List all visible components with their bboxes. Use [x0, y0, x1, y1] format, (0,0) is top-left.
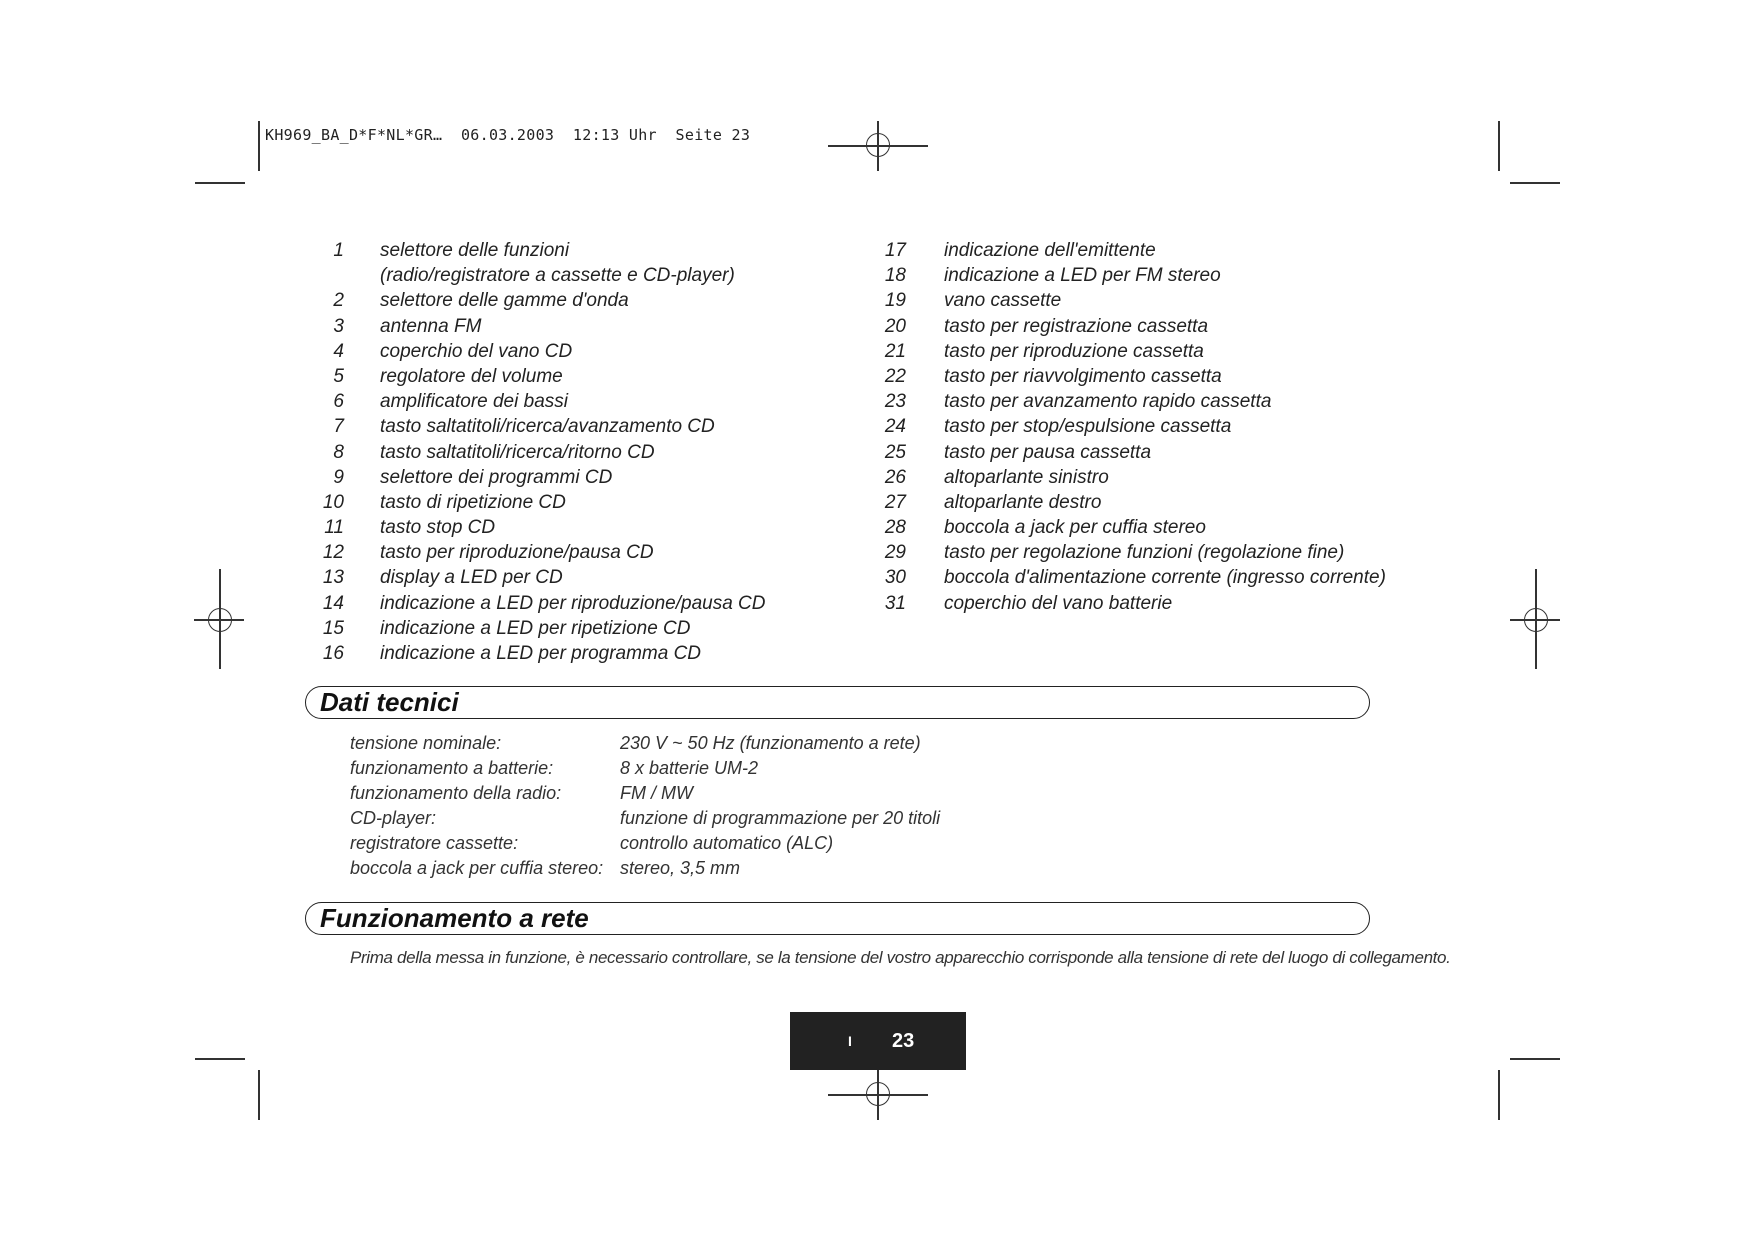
tech-data-label: CD-player:	[350, 808, 437, 828]
part-description: tasto di ripetizione CD	[380, 491, 566, 513]
crop-mark-bottom-left-h	[195, 1058, 245, 1060]
registration-mark-top-circle	[866, 133, 890, 157]
parts-list-item	[300, 440, 820, 465]
parts-list-item	[862, 515, 1422, 540]
part-description: amplificatore dei bassi	[380, 391, 568, 413]
crop-mark-bottom-right-h	[1510, 1058, 1560, 1060]
part-number: 5	[333, 365, 344, 387]
part-number: 1	[333, 240, 344, 261]
parts-list-item	[300, 263, 820, 288]
parts-list-item	[862, 263, 1422, 288]
parts-list-item	[862, 314, 1422, 339]
part-number: 8	[333, 441, 344, 463]
part-description: tasto per riavvolgimento cassetta	[944, 365, 1222, 387]
tech-data-value: 230 V ~ 50 Hz (funzionamento a rete)	[620, 733, 921, 753]
part-number: 9	[333, 466, 344, 488]
part-number: 10	[322, 491, 344, 513]
page-number: 23	[892, 1030, 915, 1052]
part-description: vano cassette	[944, 290, 1062, 312]
registration-mark-left-circle	[208, 608, 232, 632]
part-description: indicazione dell'emittente	[944, 240, 1156, 261]
tech-data-title: Dati tecnici	[320, 687, 459, 717]
print-header: KH969_BA_D*F*NL*GR… 06.03.2003 12:13 Uhr Seite 23	[265, 126, 751, 144]
tech-data-row	[350, 756, 1050, 781]
parts-list-item	[300, 364, 820, 389]
parts-list-item	[862, 414, 1422, 439]
part-description: tasto per regolazione funzioni (regolazione fine)	[944, 542, 1345, 564]
parts-list-item	[300, 339, 820, 364]
crop-mark-top-right-h	[1510, 182, 1560, 184]
crop-mark-bottom-left-v	[258, 1070, 260, 1120]
part-description: coperchio del vano batterie	[944, 592, 1173, 614]
part-number: 26	[884, 466, 906, 488]
part-number: 29	[884, 542, 906, 564]
part-number: 6	[333, 391, 344, 413]
part-number: 13	[322, 567, 344, 589]
part-number: 25	[884, 441, 906, 463]
part-description: altoparlante sinistro	[944, 466, 1109, 488]
crop-mark-top-left-v	[258, 121, 260, 171]
part-number: 11	[324, 517, 344, 539]
parts-list-item	[862, 565, 1422, 590]
part-number: 12	[322, 542, 344, 564]
parts-list-item	[300, 288, 820, 313]
part-description: selettore delle funzioni	[380, 240, 570, 261]
part-number: 16	[322, 643, 344, 664]
mains-operation-header	[305, 902, 1370, 935]
parts-list-item	[300, 238, 820, 263]
tech-data-label: tensione nominale:	[350, 733, 502, 753]
part-number: 28	[884, 517, 906, 539]
parts-list-item	[862, 540, 1422, 565]
parts-list-left	[300, 238, 820, 666]
parts-list-item	[300, 616, 820, 641]
registration-mark-right-circle	[1524, 608, 1548, 632]
part-description: boccola d'alimentazione corrente (ingresso corrente)	[944, 567, 1386, 589]
part-description: boccola a jack per cuffia stereo	[944, 517, 1206, 539]
part-number: 18	[884, 265, 906, 287]
part-number: 22	[884, 365, 906, 387]
part-description: antenna FM	[380, 315, 482, 337]
parts-list-item	[862, 238, 1422, 263]
parts-list-item	[862, 440, 1422, 465]
registration-mark-bottom-circle	[866, 1082, 890, 1106]
tech-data-label: funzionamento della radio:	[350, 783, 562, 803]
crop-mark-top-right-v	[1498, 121, 1500, 171]
part-number: 4	[333, 340, 344, 362]
part-number: 3	[333, 315, 344, 337]
part-number: 30	[884, 567, 906, 589]
mains-operation-title: Funzionamento a rete	[320, 903, 589, 933]
part-number: 7	[333, 416, 344, 438]
part-description: altoparlante destro	[944, 491, 1102, 513]
parts-list-item	[300, 389, 820, 414]
parts-list-item	[300, 490, 820, 515]
part-number: 17	[884, 240, 906, 261]
part-number: 21	[884, 340, 906, 362]
parts-list-item	[862, 364, 1422, 389]
parts-list-item	[300, 465, 820, 490]
crop-mark-bottom-right-v	[1498, 1070, 1500, 1120]
mains-operation-text: Prima della messa in funzione, è necessario controllare, se la tensione del vostro apparecchio corrisponde alla tensione di rete del luogo di collegamento.	[350, 948, 1451, 967]
tech-data-value: controllo automatico (ALC)	[620, 833, 834, 853]
part-description: selettore delle gamme d'onda	[380, 290, 629, 312]
part-number: 19	[884, 290, 906, 312]
part-number: 31	[884, 592, 906, 614]
parts-list-item	[862, 389, 1422, 414]
part-number: 14	[322, 592, 344, 614]
part-description: regolatore del volume	[380, 365, 563, 387]
parts-list-item	[862, 339, 1422, 364]
part-description: tasto per riproduzione/pausa CD	[380, 542, 654, 564]
parts-list-item	[300, 591, 820, 616]
part-number: 20	[884, 315, 906, 337]
parts-list-item	[300, 414, 820, 439]
part-number: 24	[884, 416, 906, 438]
language-code: I	[848, 1033, 852, 1049]
tech-data-list	[350, 731, 1050, 881]
part-description: indicazione a LED per riproduzione/pausa CD	[380, 592, 766, 614]
crop-mark-top-left-h	[195, 182, 245, 184]
parts-list-item	[300, 515, 820, 540]
part-description: tasto per stop/espulsione cassetta	[944, 416, 1232, 438]
tech-data-value: stereo, 3,5 mm	[620, 858, 741, 878]
parts-list-item	[300, 314, 820, 339]
part-description: coperchio del vano CD	[380, 340, 573, 362]
part-description: tasto per riproduzione cassetta	[944, 340, 1204, 362]
part-description: tasto saltatitoli/ricerca/ritorno CD	[380, 441, 655, 463]
parts-list-item	[862, 465, 1422, 490]
part-description: tasto per registrazione cassetta	[944, 315, 1209, 337]
tech-data-label: boccola a jack per cuffia stereo:	[350, 858, 604, 878]
tech-data-row	[350, 856, 1050, 881]
part-description: indicazione a LED per programma CD	[380, 643, 702, 664]
tech-data-row	[350, 781, 1050, 806]
part-number: 2	[333, 290, 344, 312]
tech-data-label: registratore cassette:	[350, 833, 519, 853]
parts-list-item	[862, 490, 1422, 515]
part-description: tasto per pausa cassetta	[944, 441, 1152, 463]
parts-list-item	[300, 641, 820, 666]
parts-list-item	[300, 540, 820, 565]
tech-data-row	[350, 806, 1050, 831]
part-description: tasto saltatitoli/ricerca/avanzamento CD	[380, 416, 715, 438]
parts-list-item	[862, 288, 1422, 313]
parts-list-item	[300, 565, 820, 590]
page-number-box	[790, 1012, 966, 1070]
part-description: selettore dei programmi CD	[380, 466, 613, 488]
part-description: tasto stop CD	[380, 517, 496, 539]
part-description: (radio/registratore a cassette e CD-player)	[380, 265, 735, 287]
part-description: tasto per avanzamento rapido cassetta	[944, 391, 1272, 413]
tech-data-header	[305, 686, 1370, 719]
part-description: display a LED per CD	[380, 567, 563, 589]
parts-list-item	[862, 591, 1422, 616]
tech-data-label: funzionamento a batterie:	[350, 758, 554, 778]
part-number: 15	[322, 617, 344, 639]
tech-data-value: funzione di programmazione per 20 titoli	[620, 808, 941, 828]
tech-data-row	[350, 831, 1050, 856]
tech-data-value: FM / MW	[620, 783, 693, 803]
part-number: 23	[884, 391, 906, 413]
tech-data-value: 8 x batterie UM-2	[620, 758, 759, 778]
part-number: 27	[884, 491, 906, 513]
tech-data-row	[350, 731, 1050, 756]
parts-list-right	[862, 238, 1422, 616]
part-description: indicazione a LED per ripetizione CD	[380, 617, 691, 639]
part-description: indicazione a LED per FM stereo	[944, 265, 1221, 287]
